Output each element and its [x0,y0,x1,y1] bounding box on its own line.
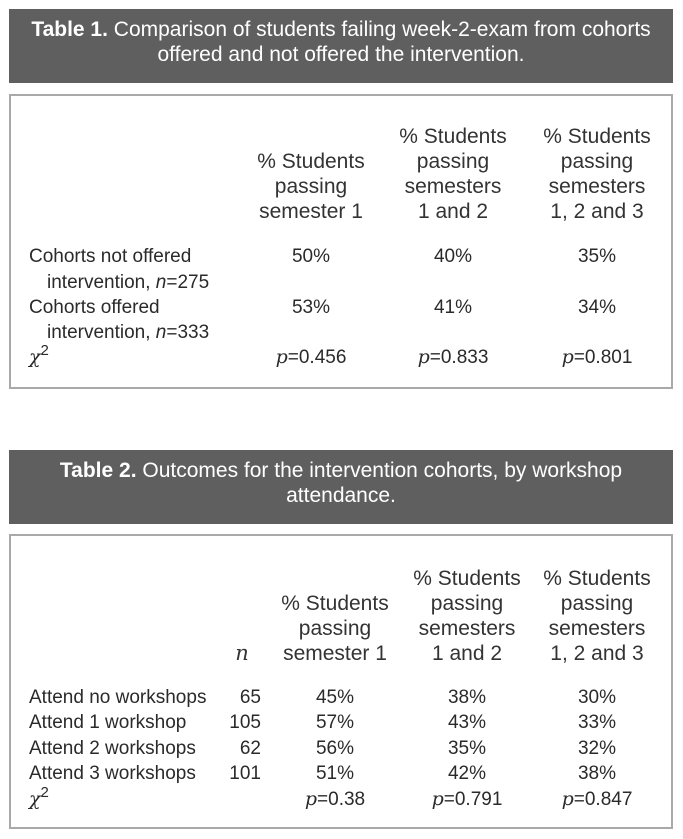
table2-row4-semesters12: 42% [447,763,487,784]
table2-row2-label: Attend 1 workshop [29,712,187,733]
table2-col-semesters123: % Students passing semesters 1, 2 and 3 [543,567,651,665]
table2-row3-label: Attend 2 workshops [29,738,196,759]
table2-row4-label: Attend 3 workshops [29,763,196,784]
table1-row2-semesters123: 34% [577,297,617,318]
table2-chi-label: $\chi^2$ [29,784,49,810]
table2-chi-p2: p=0.791 [431,788,503,810]
table2-row2-semesters123: 33% [577,712,617,733]
table1-row1-semesters12: 40% [433,246,473,267]
table2-row3-semesters123: 32% [577,738,617,759]
table2-chi-p1: p=0.38 [304,788,366,810]
table1-col-semester1: % Students passing semester 1 [257,150,365,223]
table2-row4-semester1: 51% [315,763,355,784]
table2-caption-text: Outcomes for the intervention cohorts, by workshop attendance. [136,459,623,507]
table2-row1-semester1: 45% [315,687,355,708]
table1-chi-label: $\chi^2$ [29,342,49,368]
table1-chi-p1: p=0.456 [275,346,347,368]
table2-row1-n: 65 [239,687,261,708]
table1-chi-p2: p=0.833 [417,346,489,368]
table1-row2-semesters12: 41% [433,297,473,318]
table2-row2-semesters12: 43% [447,712,487,733]
table2-col-semester1: % Students passing semester 1 [281,592,389,665]
table2-row1-semesters123: 30% [577,687,617,708]
table2-row1-label: Attend no workshops [29,687,207,708]
table1-caption-text: Comparison of students failing week-2-exam from cohorts offered and not offered the intervention. [107,18,651,66]
table2-row2-n: 105 [229,712,261,733]
table1-row1-label: Cohorts not offered [29,246,192,267]
table1 [9,94,673,389]
table2-row3-semester1: 56% [315,738,355,759]
table1-chi-p3: p=0.801 [561,346,633,368]
table1-row2-label: Cohorts offered [29,297,160,318]
table2-col-n: n [235,641,249,665]
table1-row1-label-n: intervention, n=275 [47,272,210,293]
table1-row1-semesters123: 35% [577,246,617,267]
table2-row3-semesters12: 35% [447,738,487,759]
table2-caption-number: Table 2. [59,459,137,482]
table1-row2-semester1: 53% [291,297,331,318]
table2-caption [9,450,673,524]
table2-row1-semesters12: 38% [447,687,487,708]
table1-caption [9,9,673,83]
table1-row2-label-n: intervention, n=333 [47,322,210,343]
table1-row1-semester1: 50% [291,246,331,267]
table2-row4-semesters123: 38% [577,763,617,784]
table2-row2-semester1: 57% [315,712,355,733]
table2-row4-n: 101 [229,763,261,784]
table1-col-semesters123: % Students passing semesters 1, 2 and 3 [543,125,651,223]
table1-col-semesters12: % Students passing semesters 1 and 2 [399,125,507,223]
table2-row3-n: 62 [239,738,261,759]
table2 [9,534,673,829]
table1-caption-number: Table 1. [31,18,108,41]
table2-col-semesters12: % Students passing semesters 1 and 2 [413,567,521,665]
table2-chi-p3: p=0.847 [561,788,633,810]
